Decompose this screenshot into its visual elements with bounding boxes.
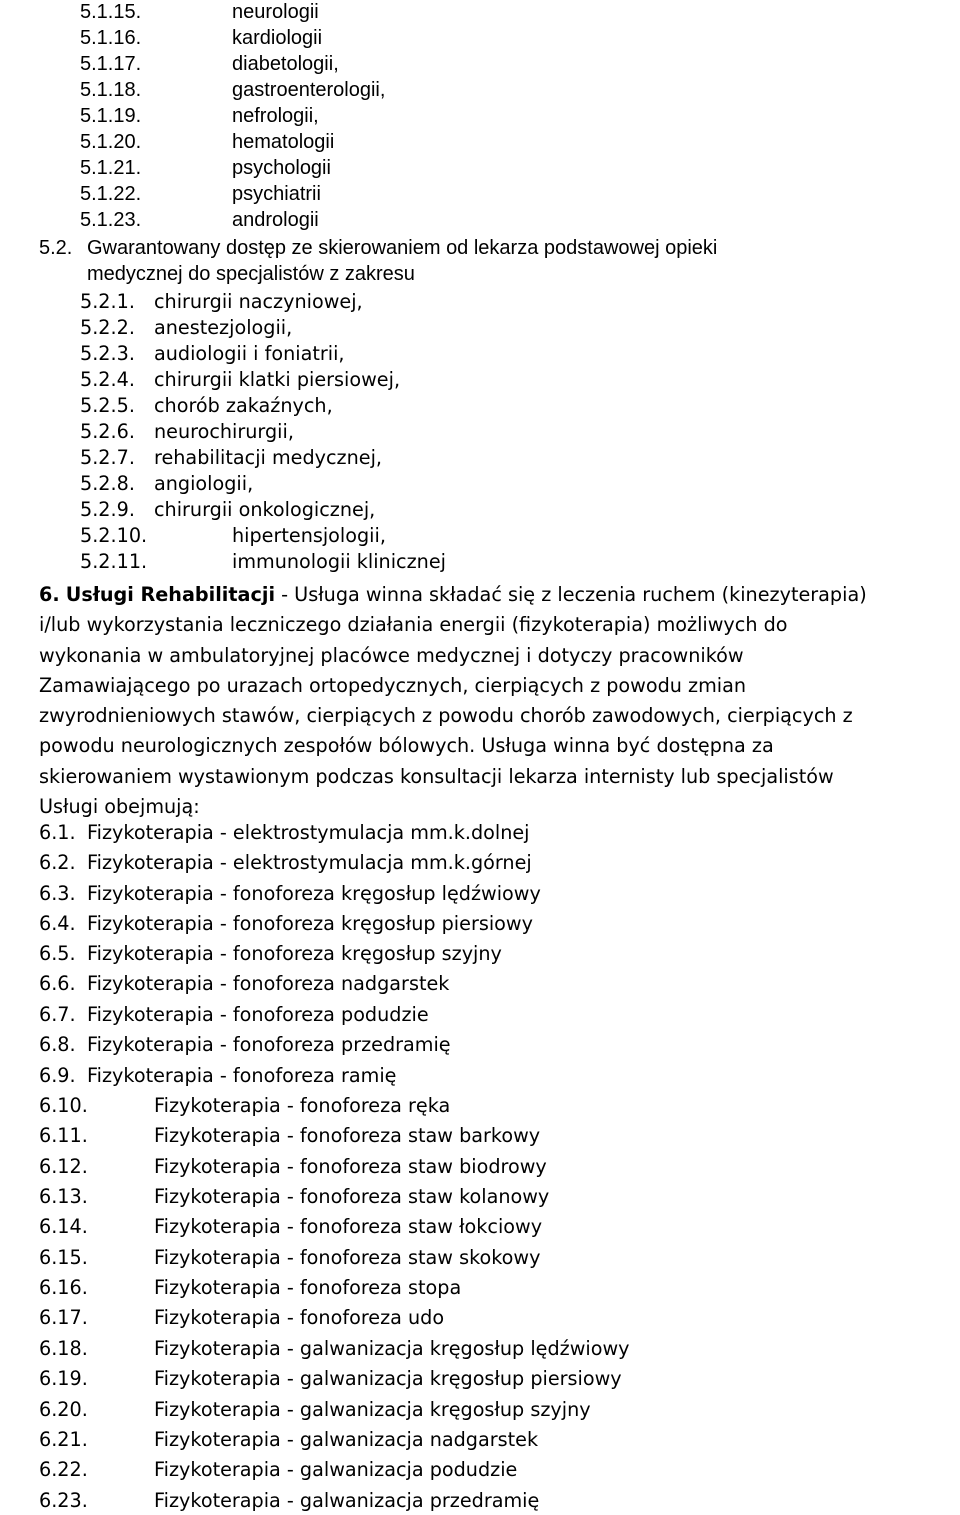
item-number: 5.1.23.	[80, 209, 142, 231]
item-number: 6.7.	[39, 1003, 76, 1026]
item-number: 6.2.	[39, 851, 76, 874]
item-text: chorób zakaźnych,	[154, 394, 333, 417]
item-text: chirurgii onkologicznej,	[154, 498, 376, 521]
item-text: Fizykoterapia - fonoforeza stopa	[154, 1276, 462, 1299]
item-text: chirurgii naczyniowej,	[154, 290, 363, 313]
item-text: angiologii,	[154, 472, 254, 495]
item-text: neurochirurgii,	[154, 420, 294, 443]
item-text: Fizykoterapia - fonoforeza ramię	[87, 1064, 397, 1087]
item-text: andrologii	[232, 209, 319, 231]
item-text: nefrologii,	[232, 105, 319, 127]
item-number: 6.8.	[39, 1033, 76, 1056]
item-text: Fizykoterapia - fonoforeza staw kolanowy	[154, 1185, 550, 1208]
item-text: kardiologii	[232, 27, 323, 49]
item-text: neurologii	[232, 1, 319, 23]
item-number: 6.6.	[39, 972, 76, 995]
item-text: Fizykoterapia - fonoforeza kręgosłup lędźwiowy	[87, 882, 541, 905]
item-text: Fizykoterapia - elektrostymulacja mm.k.dolnej	[87, 821, 530, 844]
item-number: 6.3.	[39, 882, 76, 905]
item-text: Fizykoterapia - fonoforeza udo	[154, 1306, 445, 1329]
item-text: Fizykoterapia - galwanizacja kręgosłup lędźwiowy	[154, 1337, 630, 1360]
item-text: chirurgii klatki piersiowej,	[154, 368, 401, 391]
section-number: 6.	[39, 583, 60, 606]
item-text: Fizykoterapia - fonoforeza staw skokowy	[154, 1246, 541, 1269]
item-number: 5.2.10.	[80, 524, 148, 547]
item-text: Fizykoterapia - galwanizacja przedramię	[154, 1489, 540, 1512]
item-number: 6.4.	[39, 912, 76, 935]
paragraph-line: Usługi obejmują:	[39, 795, 200, 819]
item-text: Fizykoterapia - fonoforeza staw biodrowy	[154, 1155, 547, 1178]
item-number: 6.18.	[39, 1337, 88, 1360]
item-text: rehabilitacji medycznej,	[154, 446, 383, 469]
item-number: 5.1.19.	[80, 105, 142, 127]
item-text: Fizykoterapia - fonoforeza ręka	[154, 1094, 451, 1117]
item-number: 5.1.20.	[80, 131, 142, 153]
item-number: 6.15.	[39, 1246, 88, 1269]
item-number: 6.10.	[39, 1094, 88, 1117]
item-text: Fizykoterapia - fonoforeza nadgarstek	[87, 972, 450, 995]
item-number: 6.21.	[39, 1428, 88, 1451]
item-number: 6.11.	[39, 1124, 88, 1147]
item-number: 6.23.	[39, 1489, 88, 1512]
paragraph-line: Zamawiającego po urazach ortopedycznych, cierpiących z powodu zmian	[39, 673, 747, 697]
section-title: Usługi Rehabilitacji	[65, 583, 276, 606]
section-heading-text: medycznej do specjalistów z zakresu	[87, 263, 415, 285]
item-text: Fizykoterapia - fonoforeza staw łokciowy	[154, 1215, 543, 1238]
item-number: 5.2.8.	[80, 472, 135, 495]
item-text: diabetologii,	[232, 53, 339, 75]
item-number: 5.2.7.	[80, 446, 135, 469]
item-number: 6.12.	[39, 1155, 88, 1178]
paragraph-text: - Usługa winna składać się z leczenia ruchem (kinezyterapia)	[275, 583, 867, 606]
item-text: Fizykoterapia - fonoforeza kręgosłup piersiowy	[87, 912, 533, 935]
item-number: 5.1.16.	[80, 27, 142, 49]
section-6-paragraph	[39, 580, 959, 822]
item-text: audiologii i foniatrii,	[154, 342, 345, 365]
paragraph-line	[39, 580, 959, 610]
item-number: 6.22.	[39, 1458, 88, 1481]
section-number: 5.2.	[39, 237, 73, 259]
item-number: 6.1.	[39, 821, 76, 844]
paragraph-line: skierowaniem wystawionym podczas konsultacji lekarza internisty lub specjalistów	[39, 764, 834, 788]
paragraph-line: zwyrodnieniowych stawów, cierpiących z powodu chorób zawodowych, cierpiących z	[39, 704, 853, 728]
item-number: 5.2.1.	[80, 290, 135, 313]
item-number: 5.2.11.	[80, 550, 148, 573]
item-number: 6.14.	[39, 1215, 88, 1238]
item-text: Fizykoterapia - galwanizacja podudzie	[154, 1458, 518, 1481]
item-text: Fizykoterapia - fonoforeza kręgosłup szyjny	[87, 942, 502, 965]
item-text: Fizykoterapia - galwanizacja kręgosłup piersiowy	[154, 1367, 622, 1390]
paragraph-line: i/lub wykorzystania leczniczego działania energii (fizykoterapia) możliwych do	[39, 613, 788, 637]
item-text: anestezjologii,	[154, 316, 293, 339]
item-text: psychiatrii	[232, 183, 321, 205]
item-number: 5.2.2.	[80, 316, 135, 339]
paragraph-line: wykonania w ambulatoryjnej placówce medycznej i dotyczy pracowników	[39, 643, 744, 667]
item-number: 5.2.6.	[80, 420, 135, 443]
item-number: 5.1.18.	[80, 79, 142, 101]
item-number: 5.1.15.	[80, 1, 142, 23]
item-number: 6.20.	[39, 1398, 88, 1421]
section-heading-text: Gwarantowany dostęp ze skierowaniem od lekarza podstawowej opieki	[87, 237, 718, 259]
item-number: 6.16.	[39, 1276, 88, 1299]
item-text: immunologii klinicznej	[232, 550, 446, 573]
item-text: Fizykoterapia - galwanizacja nadgarstek	[154, 1428, 539, 1451]
item-number: 6.19.	[39, 1367, 88, 1390]
item-number: 6.17.	[39, 1306, 88, 1329]
item-number: 5.1.22.	[80, 183, 142, 205]
item-number: 6.13.	[39, 1185, 88, 1208]
item-number: 5.1.21.	[80, 157, 142, 179]
item-text: gastroenterologii,	[232, 79, 386, 101]
item-number: 5.2.9.	[80, 498, 135, 521]
item-text: Fizykoterapia - fonoforeza staw barkowy	[154, 1124, 541, 1147]
item-text: Fizykoterapia - fonoforeza podudzie	[87, 1003, 429, 1026]
item-number: 5.2.5.	[80, 394, 135, 417]
item-text: psychologii	[232, 157, 331, 179]
item-text: hipertensjologii,	[232, 524, 386, 547]
item-text: Fizykoterapia - elektrostymulacja mm.k.górnej	[87, 851, 532, 874]
item-text: Fizykoterapia - fonoforeza przedramię	[87, 1033, 451, 1056]
item-number: 5.1.17.	[80, 53, 142, 75]
item-number: 6.5.	[39, 942, 76, 965]
item-number: 6.9.	[39, 1064, 76, 1087]
paragraph-line: powodu neurologicznych zespołów bólowych. Usługa winna być dostępna za	[39, 734, 774, 758]
item-text: hematologii	[232, 131, 335, 153]
item-number: 5.2.3.	[80, 342, 135, 365]
item-text: Fizykoterapia - galwanizacja kręgosłup szyjny	[154, 1398, 591, 1421]
item-number: 5.2.4.	[80, 368, 135, 391]
